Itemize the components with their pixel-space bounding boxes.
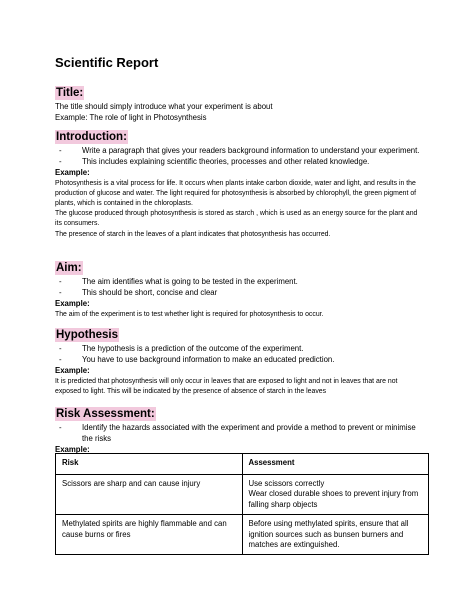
table-cell: Before using methylated spirits, ensure that all ignition sources such as bunsen burners and matches are extinguished. [242, 515, 429, 555]
aim-heading: Aim: [56, 262, 82, 274]
table-header-row [56, 454, 429, 475]
intro-paragraph: The presence of starch in the leaves of a plant indicates that photosynthesis has occurred. [55, 230, 331, 238]
risk-assessment-heading: Risk Assessment: [56, 408, 155, 420]
example-label: Example: [55, 445, 90, 455]
intro-paragraph: Photosynthesis is a vital process for life. It occurs when plants intake carbon dioxide, water and light, and results in the production of glucose and water. The light required for photosynthesis is absorbed by chlorophyll, the green pigment of plants, which is contained in the chloroplasts. [55, 179, 417, 208]
aim-bullets [55, 276, 425, 298]
table-header-cell: Risk [56, 454, 243, 475]
bullet-item: - Write a paragraph that gives your readers background information to understand your experiment. [55, 145, 425, 156]
risk-table [55, 453, 429, 555]
bullet-item: - Identify the hazards associated with the experiment and provide a method to prevent or minimise the risks [55, 422, 425, 444]
hypothesis-bullets [55, 343, 425, 365]
bullet-item: - The hypothesis is a prediction of the outcome of the experiment. [55, 343, 425, 354]
aim-section [55, 258, 425, 320]
bullet-item: - This should be short, concise and clear [55, 287, 425, 298]
aim-paragraph: The aim of the experiment is to test whether light is required for photosynthesis to occur. [55, 310, 324, 318]
table-row [56, 515, 429, 555]
table-header-cell: Assessment [242, 454, 429, 475]
bullet-item: - This includes explaining scientific theories, processes and other related knowledge. [55, 156, 425, 167]
table-row [56, 475, 429, 515]
risk-assessment-section [55, 404, 425, 456]
risk-assessment-bullets [55, 422, 425, 444]
intro-paragraph: The glucose produced through photosynthesis is stored as starch , which is used as an energy source for the plant and its consumers. [55, 210, 418, 228]
document-title: Scientific Report [55, 55, 159, 70]
hypothesis-heading: Hypothesis [56, 329, 118, 341]
table-cell: Scissors are sharp and can cause injury [56, 475, 243, 515]
hypothesis-paragraph: It is predicted that photosynthesis will only occur in leaves that are exposed to light and not in leaves that are not exposed to light. This will be indicated by the presence of absence of starch in the leaves [55, 377, 398, 395]
hypothesis-section [55, 325, 425, 397]
example-label: Example: [55, 168, 90, 178]
example-label: Example: [55, 366, 90, 376]
introduction-bullets [55, 145, 425, 167]
example-label: Example: [55, 299, 90, 309]
table-cell: Use scissors correctly Wear closed durable shoes to prevent injury from falling sharp objects [242, 475, 429, 515]
title-section [55, 83, 425, 123]
title-description: The title should simply introduce what your experiment is about [55, 102, 273, 111]
table-cell: Methylated spirits are highly flammable and can cause burns or fires [56, 515, 243, 555]
title-example: Example: The role of light in Photosynthesis [55, 113, 207, 123]
bullet-item: - You have to use background information to make an educated prediction. [55, 354, 425, 365]
bullet-item: - The aim identifies what is going to be tested in the experiment. [55, 276, 425, 287]
introduction-section [55, 127, 425, 240]
title-heading: Title: [56, 87, 84, 99]
introduction-heading: Introduction: [56, 131, 127, 143]
